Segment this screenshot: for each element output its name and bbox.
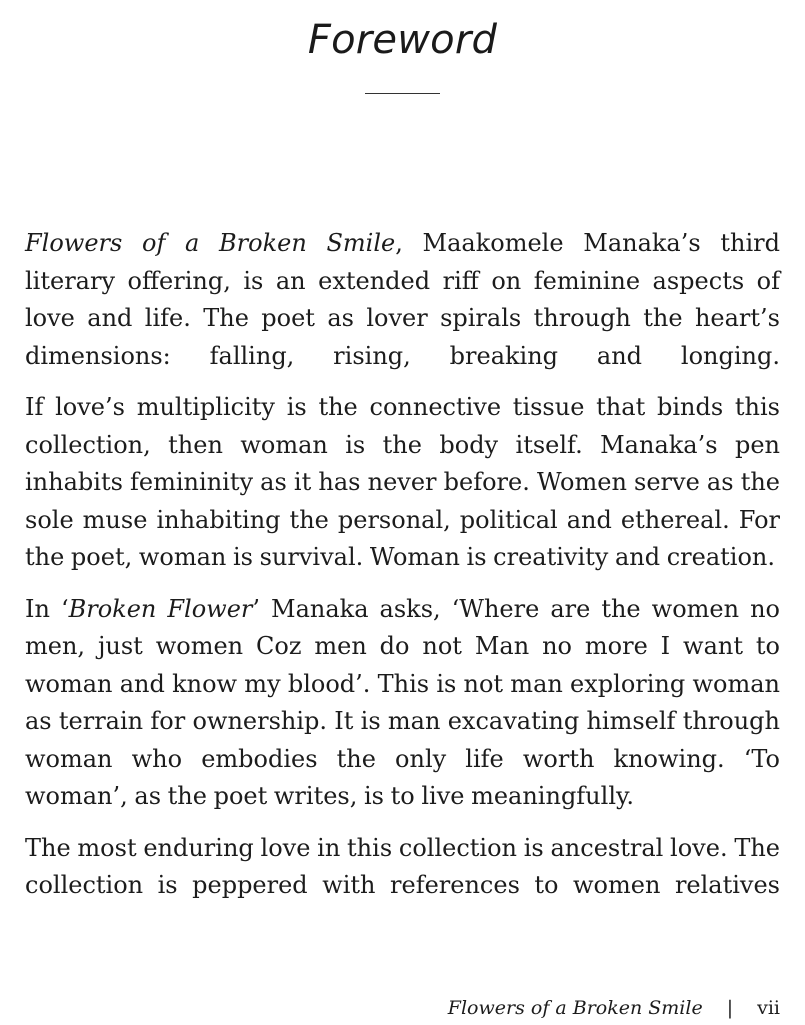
page-number: vii: [757, 997, 780, 1019]
paragraph-4-text: The most enduring love in this collection is ancestral love. The collection is peppered with references to women relatives: [25, 833, 780, 899]
paragraph-1-text: , Maakomele Manaka’s third literary offering, is an extended riff on feminine aspects of love and life. The poet as lover spirals through the heart’s dimensions: falling, rising, breaking and longing.: [25, 229, 780, 370]
paragraph-4: [25, 830, 780, 905]
paragraph-3: [25, 591, 780, 816]
poem-title-italic: Broken Flower: [68, 594, 253, 623]
footer-separator: |: [726, 997, 734, 1019]
paragraph-2-text: If love’s multiplicity is the connective tissue that binds this collection, then woman is the body itself. Manaka’s pen inhabits femininity as it has never before. Women serve as the sole muse inhabiting the personal, political and ethereal. For the poet, woman is survival. Woman is creativity and creation.: [25, 393, 780, 571]
paragraph-3-open-quote: In ‘: [25, 594, 69, 623]
paragraph-2: [25, 389, 780, 577]
body-text: [25, 225, 780, 919]
page-footer: [448, 997, 780, 1019]
page-title: Foreword: [307, 17, 498, 63]
footer-book-title: Flowers of a Broken Smile: [447, 997, 703, 1019]
book-title-italic: Flowers of a Broken Smile: [25, 229, 396, 257]
paragraph-1: [25, 225, 780, 375]
paragraph-3-text: ’ Manaka asks, ‘Where are the women no men, just women Coz men do not Man no more I want to woman and know my blood’. This is not man exploring woman as terrain for ownership. It is man excavating himself through woman who embodies the only life worth knowing. ‘To woman’, as the poet writes, is to live meaningfully.: [25, 594, 780, 810]
title-divider: [365, 93, 440, 94]
